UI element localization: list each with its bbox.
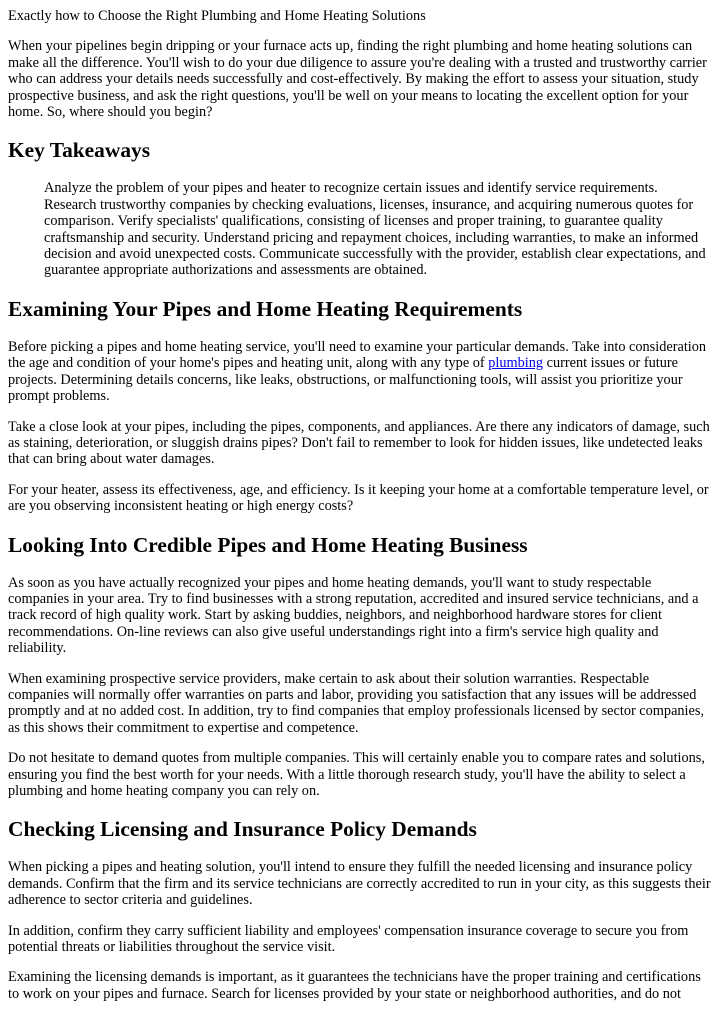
paragraph: As soon as you have actually recognized your pipes and home heating demands, you'll want to study respectable companies in your area. Try to find businesses with a strong reputation, accredited and insured service technicians, and a track record of high quality work. Start by asking buddies, neighbors, and neighborhood hardware stores for client recommendations. On-line reviews can also give useful understandings right into a firm's service high quality and reliability. [8,574,699,657]
paragraph: In addition, confirm they carry sufficient liability and employees' compensation insurance coverage to secure you from potential threats or liabilities throughout the service visit. [8,922,689,956]
section-heading-licensing: Checking Licensing and Insurance Policy Demands [8,817,477,842]
page-title: Exactly how to Choose the Right Plumbing and Home Heating Solutions [8,8,426,24]
paragraph: For your heater, assess its effectiveness, age, and efficiency. Is it keeping your home at a comfortable temperature level, or are you observing inconsistent heating or high energy costs? [8,481,709,515]
paragraph: Examining the licensing demands is important, as it guarantees the technicians have the proper training and certifications to work on your pipes and furnace. Search for licenses provided by your state or neighborhood authorities, and do not [8,969,701,1002]
section-heading-examining: Examining Your Pipes and Home Heating Requirements [8,296,523,321]
paragraph [8,339,712,405]
plumbing-link[interactable]: plumbing [488,355,544,372]
paragraph: Do not hesitate to demand quotes from multiple companies. This will certainly enable you to compare rates and solutions, ensuring you find the best worth for your needs. With a little thorough research study, you'll have the ability to select a plumbing and home heating company you can rely on. [8,750,705,799]
paragraph: When examining prospective service providers, make certain to ask about their solution warranties. Respectable companies will normally offer warranties on parts and labor, providing you satisfaction that any issues will be addressed promptly and at no added cost. In addition, try to find companies that employ professionals licensed by sector companies, as this shows their commitment to expertise and competence. [8,670,705,736]
key-takeaways-heading: Key Takeaways [8,138,151,163]
paragraph: Take a close look at your pipes, including the pipes, components, and appliances. Are there any indicators of damage, such as staining, deterioration, or sluggish drains pipes? Don't fail to remember to look for hidden issues, like undetected leaks that can bring about water damages. [8,418,710,468]
intro-paragraph: When your pipelines begin dripping or your furnace acts up, finding the right plumbing and home heating solutions can make all the difference. You'll wish to do your due diligence to assure you're dealing with a trusted and trustworthy carrier who can address your details needs successfully and cost-effectively. By making the effort to assess your situation, study prospective business, and ask the right questions, you'll be well on your means to locating the excellent option for your home. So, where should you begin? [8,38,707,121]
paragraph: When picking a pipes and heating solution, you'll intend to ensure they fulfill the needed licensing and insurance policy demands. Confirm that the firm and its service technicians are correctly accredited to run in your city, as this suggests their adherence to sector criteria and guidelines. [8,859,711,909]
paragraph-text: Before picking a pipes and home heating service, you'll need to examine your particular demands. Take into consideration the age and condition of your home's pipes and heating unit, along with any type of [8,338,707,372]
section-heading-researching: Looking Into Credible Pipes and Home Heating Business [8,532,528,557]
paragraph-text: current issues or future projects. Determining details concerns, like leaks, obstructions, or malfunctioning tools, will assist you prioritize your prompt problems. [8,355,683,405]
key-takeaways-quote: Analyze the problem of your pipes and heater to recognize certain issues and identify service requirements. Research trustworthy companies by checking evaluations, licenses, insurance, and acquiring numerous quotes for comparison. Verify specialists' qualifications, consisting of licenses and proper training, to guarantee quality craftsmanship and security. Understand pricing and repayment choices, including warranties, to make an informed decision and avoid unexpected costs. Communicate successfully with the provider, establish clear expectations, and guarantee appropriate authorizations and assessments are obtained. [44,180,706,279]
